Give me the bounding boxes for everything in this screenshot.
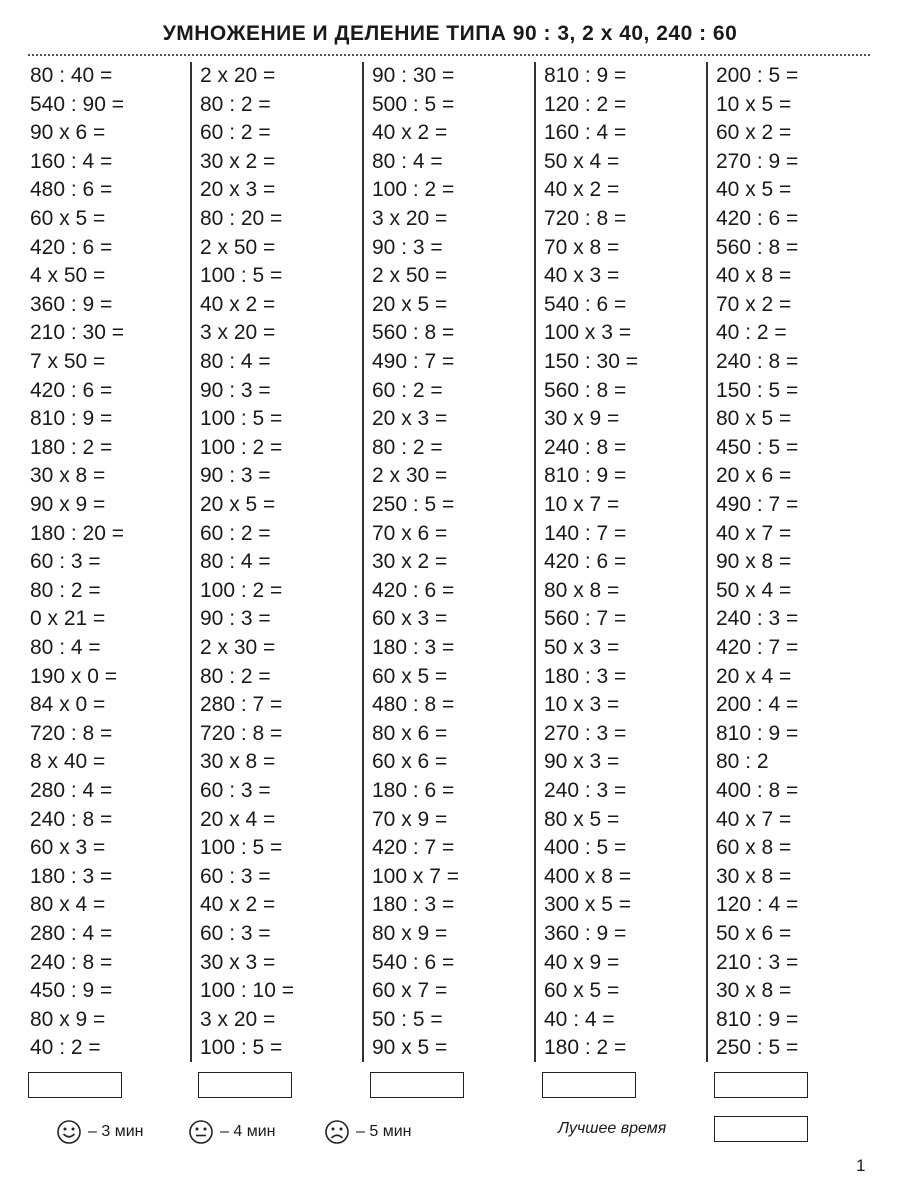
math-problem: 60 x 5 =	[30, 207, 106, 230]
math-problem: 720 : 8 =	[200, 721, 283, 745]
legend-item-5-min	[324, 1118, 411, 1146]
math-problem: 40 x 2 =	[544, 178, 620, 202]
math-problem: 490 : 7 =	[716, 493, 799, 516]
math-problem: 80 : 40 =	[30, 64, 113, 87]
math-problem: 540 : 90 =	[30, 92, 124, 116]
math-problem: 90 x 9 =	[30, 493, 106, 516]
math-problem: 80 x 5 =	[544, 807, 620, 831]
best-time-box[interactable]	[714, 1116, 808, 1142]
math-problem: 60 : 3 =	[30, 550, 101, 574]
math-problem: 80 : 2 =	[200, 664, 271, 688]
math-problem: 90 x 8 =	[716, 550, 792, 574]
math-problem: 20 x 3 =	[372, 407, 448, 431]
math-problem: 50 x 4 =	[716, 578, 792, 602]
math-problem: 100 : 5 =	[200, 407, 283, 431]
math-problem: 490 : 7 =	[372, 350, 455, 373]
math-problem: 20 x 3 =	[200, 178, 276, 202]
math-problem: 40 x 8 =	[716, 264, 792, 288]
math-problem: 150 : 30 =	[544, 350, 638, 373]
math-problem: 810 : 9 =	[716, 721, 799, 745]
math-problem: 420 : 6 =	[716, 207, 799, 230]
math-problem: 540 : 6 =	[372, 950, 455, 974]
math-problem: 560 : 8 =	[716, 235, 799, 259]
column-divider	[534, 62, 536, 1062]
legend-label-4-min: – 4 мин	[220, 1123, 276, 1140]
math-problem: 240 : 3 =	[544, 779, 627, 802]
math-problem: 300 x 5 =	[544, 893, 631, 917]
math-problem: 10 x 5 =	[716, 92, 792, 116]
math-problem: 500 : 5 =	[372, 92, 455, 116]
math-problem: 420 : 7 =	[372, 836, 455, 860]
math-problem: 40 x 7 =	[716, 521, 792, 545]
column-divider	[190, 62, 192, 1062]
math-problem: 420 : 7 =	[716, 636, 799, 659]
answer-box-column-5[interactable]	[714, 1072, 808, 1098]
math-problem: 250 : 5 =	[372, 493, 455, 516]
math-problem: 20 x 4 =	[716, 664, 792, 688]
math-problem: 60 x 8 =	[716, 836, 792, 860]
math-problem: 3 x 20 =	[200, 1007, 276, 1031]
math-problem: 160 : 4 =	[544, 121, 627, 145]
math-problem: 80 : 2 =	[372, 435, 443, 459]
math-problem: 40 x 9 =	[544, 950, 620, 974]
math-problem: 90 x 6 =	[30, 121, 106, 145]
math-problem: 80 : 2 =	[200, 92, 271, 116]
math-problem: 100 : 5 =	[200, 836, 283, 860]
legend-item-3-min	[56, 1118, 143, 1146]
math-problem: 40 : 2 =	[716, 321, 787, 345]
math-problem: 20 x 5 =	[200, 493, 276, 516]
math-problem: 60 : 3 =	[200, 864, 271, 888]
math-problem: 420 : 6 =	[372, 578, 455, 602]
math-problem: 40 : 2 =	[30, 1036, 101, 1060]
math-problem: 50 x 3 =	[544, 636, 620, 659]
math-problem: 270 : 9 =	[716, 149, 799, 173]
math-problem: 2 x 30 =	[372, 464, 448, 488]
math-problem: 50 x 6 =	[716, 922, 792, 945]
math-problem: 70 x 8 =	[544, 235, 620, 259]
math-problem: 720 : 8 =	[30, 721, 113, 745]
math-problem: 40 x 3 =	[544, 264, 620, 288]
problem-column-1	[30, 60, 195, 1070]
math-problem: 140 : 7 =	[544, 521, 627, 545]
page-number: 1	[856, 1156, 866, 1175]
math-problem: 50 x 4 =	[544, 149, 620, 173]
math-problem: 7 x 50 =	[30, 350, 106, 373]
math-problem: 240 : 8 =	[30, 807, 113, 831]
math-problem: 3 x 20 =	[372, 207, 448, 230]
math-problem: 810 : 9 =	[716, 1007, 799, 1031]
math-problem: 80 x 9 =	[30, 1007, 106, 1031]
math-problem: 180 : 2 =	[544, 1036, 627, 1060]
problem-column-4	[544, 60, 709, 1070]
math-problem: 100 : 5 =	[200, 1036, 283, 1060]
math-problem: 30 x 8 =	[200, 750, 276, 774]
math-problem: 80 x 5 =	[716, 407, 792, 431]
math-problem: 60 : 2 =	[200, 521, 271, 545]
math-problem: 270 : 3 =	[544, 721, 627, 745]
math-problem: 100 x 3 =	[544, 321, 631, 345]
math-problem: 2 x 30 =	[200, 636, 276, 659]
math-problem: 60 x 3 =	[372, 607, 448, 631]
math-problem: 90 : 3 =	[200, 378, 271, 402]
math-problem: 60 : 2 =	[372, 378, 443, 402]
math-problem: 90 : 3 =	[200, 464, 271, 488]
math-problem: 120 : 2 =	[544, 92, 627, 116]
math-problem: 180 : 20 =	[30, 521, 124, 545]
math-problem: 90 x 3 =	[544, 750, 620, 774]
math-problem: 210 : 3 =	[716, 950, 799, 974]
math-problem: 20 x 6 =	[716, 464, 792, 488]
problem-column-5	[716, 60, 881, 1070]
math-problem: 90 : 3 =	[372, 235, 443, 259]
problem-column-3	[372, 60, 537, 1070]
math-problem: 180 : 6 =	[372, 779, 455, 802]
math-problem: 560 : 8 =	[544, 378, 627, 402]
math-problem: 40 x 5 =	[716, 178, 792, 202]
math-problem: 560 : 8 =	[372, 321, 455, 345]
math-problem: 40 x 7 =	[716, 807, 792, 831]
math-problem: 60 x 5 =	[372, 664, 448, 688]
math-problem: 10 x 7 =	[544, 493, 620, 516]
math-problem: 420 : 6 =	[30, 235, 113, 259]
math-problem: 360 : 9 =	[544, 922, 627, 945]
math-problem: 420 : 6 =	[30, 378, 113, 402]
math-problem: 100 : 2 =	[372, 178, 455, 202]
math-problem: 30 x 3 =	[200, 950, 276, 974]
page-title: УМНОЖЕНИЕ И ДЕЛЕНИЕ ТИПА 90 : 3, 2 x 40, 240 : 60	[162, 22, 738, 45]
math-problem: 40 : 4 =	[544, 1007, 615, 1031]
math-problem: 180 : 3 =	[372, 893, 455, 917]
math-problem: 2 x 50 =	[200, 235, 276, 259]
math-problem: 160 : 4 =	[30, 149, 113, 173]
math-problem: 810 : 9 =	[544, 464, 627, 488]
math-problem: 240 : 8 =	[716, 350, 799, 373]
math-problem: 810 : 9 =	[30, 407, 113, 431]
math-problem: 30 x 8 =	[30, 464, 106, 488]
math-problem: 30 x 8 =	[716, 979, 792, 1003]
math-problem: 240 : 8 =	[30, 950, 113, 974]
math-problem: 80 : 4 =	[30, 636, 101, 659]
math-problem: 180 : 3 =	[30, 864, 113, 888]
math-problem: 200 : 4 =	[716, 693, 799, 717]
math-problem: 30 x 2 =	[200, 149, 276, 173]
math-problem: 100 : 5 =	[200, 264, 283, 288]
best-time-label: Лучшее время	[558, 1120, 667, 1137]
smiley-sad-icon	[324, 1119, 350, 1145]
math-problem: 80 x 6 =	[372, 721, 448, 745]
math-problem: 480 : 8 =	[372, 693, 455, 717]
math-problem: 280 : 4 =	[30, 779, 113, 802]
math-problem: 810 : 9 =	[544, 64, 627, 87]
math-problem: 70 x 2 =	[716, 292, 792, 316]
answer-box-column-2[interactable]	[198, 1072, 292, 1098]
math-problem: 70 x 9 =	[372, 807, 448, 831]
math-problem: 720 : 8 =	[544, 207, 627, 230]
answer-box-column-4[interactable]	[542, 1072, 636, 1098]
answer-box-column-1[interactable]	[28, 1072, 122, 1098]
math-problem: 80 : 2	[716, 750, 769, 774]
math-problem: 90 : 3 =	[200, 607, 271, 631]
math-problem: 560 : 7 =	[544, 607, 627, 631]
math-problem: 80 x 4 =	[30, 893, 106, 917]
math-problem: 100 : 10 =	[200, 979, 294, 1003]
math-problem: 240 : 3 =	[716, 607, 799, 631]
math-problem: 80 x 8 =	[544, 578, 620, 602]
legend-item-4-min	[188, 1118, 275, 1146]
math-problem: 200 : 5 =	[716, 64, 799, 87]
math-problem: 60 x 2 =	[716, 121, 792, 145]
math-problem: 60 x 7 =	[372, 979, 448, 1003]
column-divider	[706, 62, 708, 1062]
math-problem: 50 : 5 =	[372, 1007, 443, 1031]
math-problem: 40 x 2 =	[372, 121, 448, 145]
math-problem: 100 : 2 =	[200, 435, 283, 459]
math-problem: 4 x 50 =	[30, 264, 106, 288]
answer-box-column-3[interactable]	[370, 1072, 464, 1098]
math-problem: 40 x 2 =	[200, 893, 276, 917]
math-problem: 180 : 3 =	[544, 664, 627, 688]
legend-label-3-min: – 3 мин	[88, 1123, 144, 1140]
math-problem: 180 : 2 =	[30, 435, 113, 459]
problem-column-2	[200, 60, 365, 1070]
math-problem: 80 : 4 =	[372, 149, 443, 173]
math-problem: 100 : 2 =	[200, 578, 283, 602]
math-problem: 3 x 20 =	[200, 321, 276, 345]
math-problem: 150 : 5 =	[716, 378, 799, 402]
math-problem: 60 : 3 =	[200, 779, 271, 802]
smiley-happy-icon	[56, 1119, 82, 1145]
math-problem: 80 x 9 =	[372, 922, 448, 945]
math-problem: 2 x 20 =	[200, 64, 276, 87]
math-problem: 20 x 5 =	[372, 292, 448, 316]
math-problem: 400 : 8 =	[716, 779, 799, 802]
math-problem: 20 x 4 =	[200, 807, 276, 831]
math-problem: 210 : 30 =	[30, 321, 124, 345]
math-problem: 420 : 6 =	[544, 550, 627, 574]
math-problem: 80 : 2 =	[30, 578, 101, 602]
math-problem: 80 : 20 =	[200, 207, 283, 230]
math-problem: 400 x 8 =	[544, 864, 631, 888]
math-problem: 30 x 9 =	[544, 407, 620, 431]
legend-label-5-min: – 5 мин	[356, 1123, 412, 1140]
title-dotted-rule	[28, 54, 870, 56]
math-problem: 280 : 7 =	[200, 693, 283, 717]
math-problem: 60 : 2 =	[200, 121, 271, 145]
math-problem: 60 x 5 =	[544, 979, 620, 1003]
math-problem: 70 x 6 =	[372, 521, 448, 545]
math-problem: 240 : 8 =	[544, 435, 627, 459]
math-problem: 80 : 4 =	[200, 350, 271, 373]
math-problem: 180 : 3 =	[372, 636, 455, 659]
math-problem: 40 x 2 =	[200, 292, 276, 316]
math-problem: 60 x 6 =	[372, 750, 448, 774]
math-problem: 8 x 40 =	[30, 750, 106, 774]
math-problem: 80 : 4 =	[200, 550, 271, 574]
math-problem: 450 : 9 =	[30, 979, 113, 1003]
math-problem: 10 x 3 =	[544, 693, 620, 717]
math-problem: 60 x 3 =	[30, 836, 106, 860]
math-problem: 60 : 3 =	[200, 922, 271, 945]
math-problem: 540 : 6 =	[544, 292, 627, 316]
math-problem: 250 : 5 =	[716, 1036, 799, 1060]
math-problem: 90 x 5 =	[372, 1036, 448, 1060]
math-problem: 84 x 0 =	[30, 693, 106, 717]
math-problem: 30 x 2 =	[372, 550, 448, 574]
math-problem: 480 : 6 =	[30, 178, 113, 202]
math-problem: 450 : 5 =	[716, 435, 799, 459]
math-problem: 280 : 4 =	[30, 922, 113, 945]
math-problem: 190 x 0 =	[30, 664, 117, 688]
math-problem: 120 : 4 =	[716, 893, 799, 917]
math-problem: 90 : 30 =	[372, 64, 455, 87]
math-problem: 30 x 8 =	[716, 864, 792, 888]
math-problem: 400 : 5 =	[544, 836, 627, 860]
math-problem: 360 : 9 =	[30, 292, 113, 316]
column-divider	[362, 62, 364, 1062]
math-problem: 100 x 7 =	[372, 864, 459, 888]
math-problem: 0 x 21 =	[30, 607, 106, 631]
math-problem: 2 x 50 =	[372, 264, 448, 288]
smiley-neutral-icon	[188, 1119, 214, 1145]
